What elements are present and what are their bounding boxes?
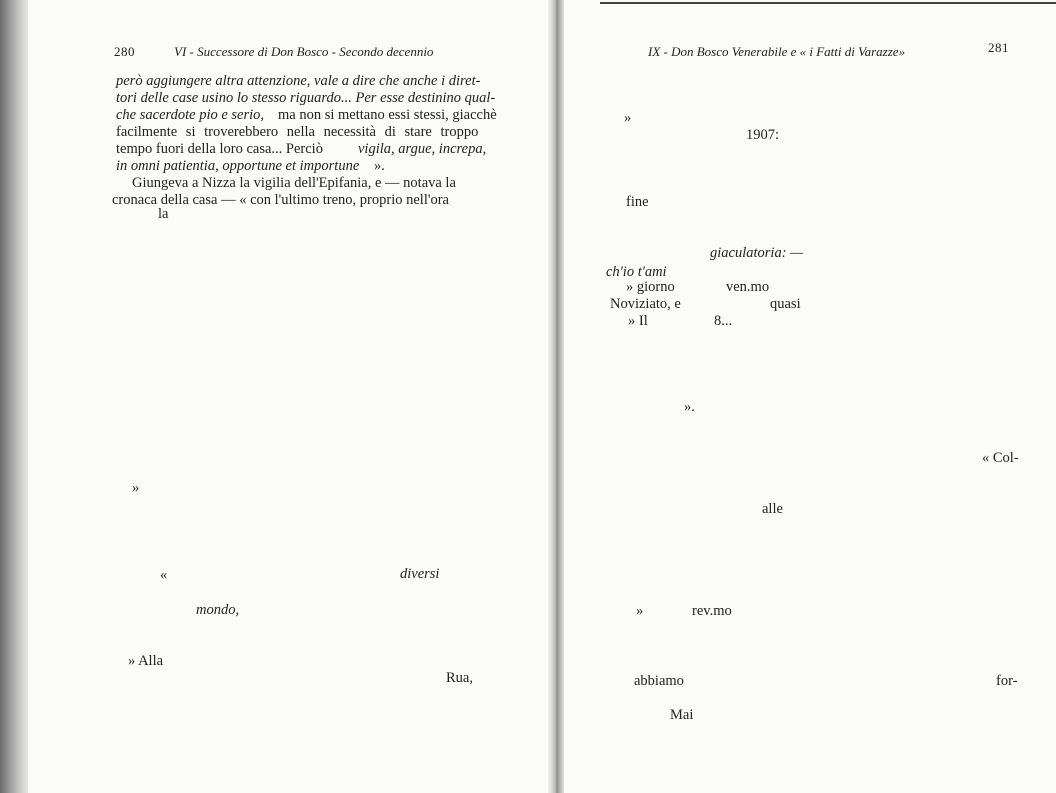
page-number: 280 bbox=[114, 44, 135, 59]
text-fragment: » Alla bbox=[128, 653, 164, 669]
text-fragment: ch'io t'ami bbox=[606, 264, 667, 280]
book-gutter bbox=[548, 0, 564, 793]
text-line: però aggiungere altra attenzione, vale a dire che anche i diret- bbox=[116, 73, 481, 89]
text-fragment: Mai bbox=[670, 707, 694, 723]
text-fragment: 8... bbox=[714, 313, 733, 329]
running-head: VI - Successore di Don Bosco - Secondo decennio bbox=[174, 44, 434, 59]
running-head: IX - Don Bosco Venerabile e « i Fatti di Varazze» bbox=[648, 44, 906, 59]
text-fragment: abbiamo bbox=[634, 673, 684, 689]
text-fragment: » giorno bbox=[626, 279, 675, 295]
text-fragment: diversi bbox=[400, 566, 440, 582]
text-fragment: mondo, bbox=[196, 602, 240, 618]
text-fragment: » bbox=[132, 480, 140, 496]
text-line: ma non si mettano essi stessi, giacchè bbox=[278, 107, 497, 123]
text-fragment: ven.mo bbox=[726, 279, 770, 295]
text-fragment: « Col- bbox=[982, 450, 1019, 466]
text-line: la bbox=[158, 206, 169, 222]
text-fragment: » bbox=[636, 603, 644, 619]
text-fragment: « bbox=[160, 567, 168, 583]
text-line: tori delle case usino lo stesso riguardo... Per esse destinino qual- bbox=[116, 90, 496, 106]
right-page bbox=[564, 0, 1056, 793]
text-fragment: 1907: bbox=[746, 127, 780, 143]
text-fragment: » bbox=[624, 110, 632, 126]
text-fragment: giaculatoria: — bbox=[710, 245, 804, 261]
text-fragment: for- bbox=[996, 673, 1018, 689]
text-fragment: quasi bbox=[770, 296, 801, 312]
text-fragment: Noviziato, e bbox=[610, 296, 681, 312]
text-line: tempo fuori della loro casa... Perciò bbox=[116, 141, 323, 157]
left-page bbox=[28, 0, 548, 793]
text-line: che sacerdote pio e serio, bbox=[116, 107, 265, 123]
text-fragment: Rua, bbox=[446, 670, 473, 686]
book-binding-shadow bbox=[0, 0, 28, 793]
page-number: 281 bbox=[988, 40, 1009, 55]
text-line: Giungeva a Nizza la vigilia dell'Epifania, e — notava la bbox=[132, 175, 456, 191]
text-fragment: ». bbox=[684, 399, 695, 415]
text-fragment: » Il bbox=[628, 313, 648, 329]
text-line: vigila, argue, increpa, bbox=[358, 141, 487, 157]
text-fragment: alle bbox=[762, 501, 783, 517]
text-line: cronaca della casa — « con l'ultimo treno, proprio nell'ora bbox=[112, 192, 449, 208]
text-fragment: rev.mo bbox=[692, 603, 732, 619]
text-line: in omni patientia, opportune et importune bbox=[116, 158, 360, 174]
text-line: facilmente si troverebbero nella necessità di stare troppo bbox=[116, 124, 479, 140]
text-line: ». bbox=[374, 158, 385, 174]
text-fragment: fine bbox=[626, 194, 649, 210]
